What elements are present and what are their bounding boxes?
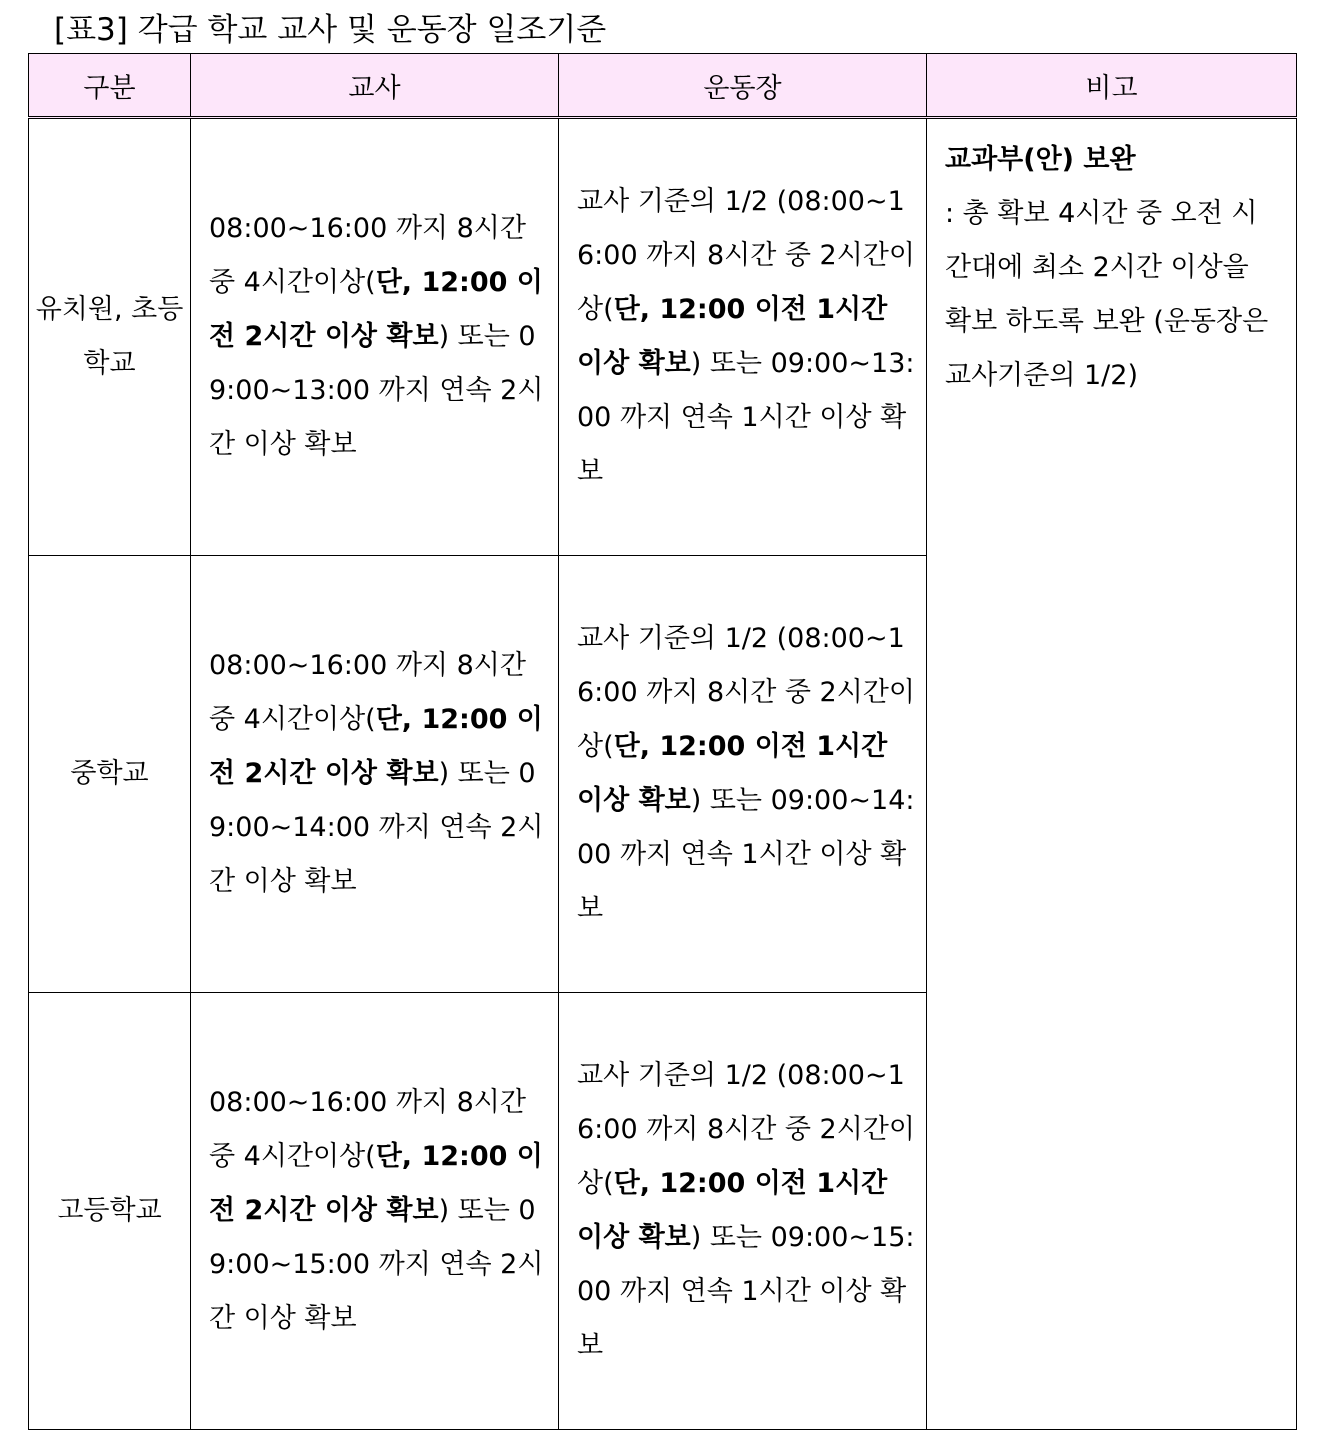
category-cell: 고등학교 bbox=[29, 993, 191, 1430]
remarks-body: : 총 확보 4시간 중 오전 시간대에 최소 2시간 이상을 확보 하도록 보완 (운동장은 교사기준의 1/2) bbox=[945, 198, 1269, 391]
bold-text-part: 단, 12:00 이전 2시간 이상 확보 bbox=[209, 267, 543, 352]
remarks-title: 교과부(안) 보완 bbox=[945, 144, 1136, 175]
school-building-cell bbox=[191, 118, 559, 556]
text-part: 교사 기준의 1/2 (08:00~16:00 까지 8시간 중 2시간이상( bbox=[577, 186, 915, 325]
text-part: ) 또는 09:00~13:00 까지 연속 1시간 이상 확보 bbox=[577, 348, 915, 487]
table-caption: [표3] 각급 학교 교사 및 운동장 일조기준 bbox=[54, 12, 607, 48]
bold-text-part: 단, 12:00 이전 2시간 이상 확보 bbox=[209, 1141, 543, 1226]
category-cell: 중학교 bbox=[29, 556, 191, 993]
playground-cell bbox=[559, 993, 927, 1430]
header-school-building: 교사 bbox=[191, 54, 559, 118]
text-part: ) 또는 09:00~13:00 까지 연속 2시간 이상 확보 bbox=[209, 321, 544, 460]
text-part: 교사 기준의 1/2 (08:00~16:00 까지 8시간 중 2시간이상( bbox=[577, 1060, 915, 1199]
header-row bbox=[29, 54, 1297, 118]
text-part: ) 또는 09:00~14:00 까지 연속 1시간 이상 확보 bbox=[577, 785, 915, 924]
text-part: 08:00~16:00 까지 8시간 중 4시간이상( bbox=[209, 213, 526, 298]
bold-text-part: 단, 12:00 이전 1시간 이상 확보 bbox=[577, 731, 888, 816]
bold-text-part: 단, 12:00 이전 1시간 이상 확보 bbox=[577, 294, 888, 379]
remarks-cell bbox=[927, 118, 1297, 1430]
header-playground: 운동장 bbox=[559, 54, 927, 118]
sunlight-standards-table bbox=[28, 53, 1297, 1430]
text-part: ) 또는 09:00~15:00 까지 연속 2시간 이상 확보 bbox=[209, 1195, 544, 1334]
table-row bbox=[29, 118, 1297, 556]
text-part: ) 또는 09:00~15:00 까지 연속 1시간 이상 확보 bbox=[577, 1222, 915, 1361]
header-category: 구분 bbox=[29, 54, 191, 118]
header-remarks: 비고 bbox=[927, 54, 1297, 118]
bold-text-part: 단, 12:00 이전 1시간 이상 확보 bbox=[577, 1168, 888, 1253]
school-building-cell bbox=[191, 556, 559, 993]
school-building-cell bbox=[191, 993, 559, 1430]
text-part: 08:00~16:00 까지 8시간 중 4시간이상( bbox=[209, 650, 526, 735]
playground-cell bbox=[559, 556, 927, 993]
text-part: ) 또는 09:00~14:00 까지 연속 2시간 이상 확보 bbox=[209, 758, 544, 897]
text-part: 교사 기준의 1/2 (08:00~16:00 까지 8시간 중 2시간이상( bbox=[577, 623, 915, 762]
category-cell: 유치원, 초등학교 bbox=[29, 118, 191, 556]
text-part: 08:00~16:00 까지 8시간 중 4시간이상( bbox=[209, 1087, 526, 1172]
bold-text-part: 단, 12:00 이전 2시간 이상 확보 bbox=[209, 704, 543, 789]
playground-cell bbox=[559, 118, 927, 556]
